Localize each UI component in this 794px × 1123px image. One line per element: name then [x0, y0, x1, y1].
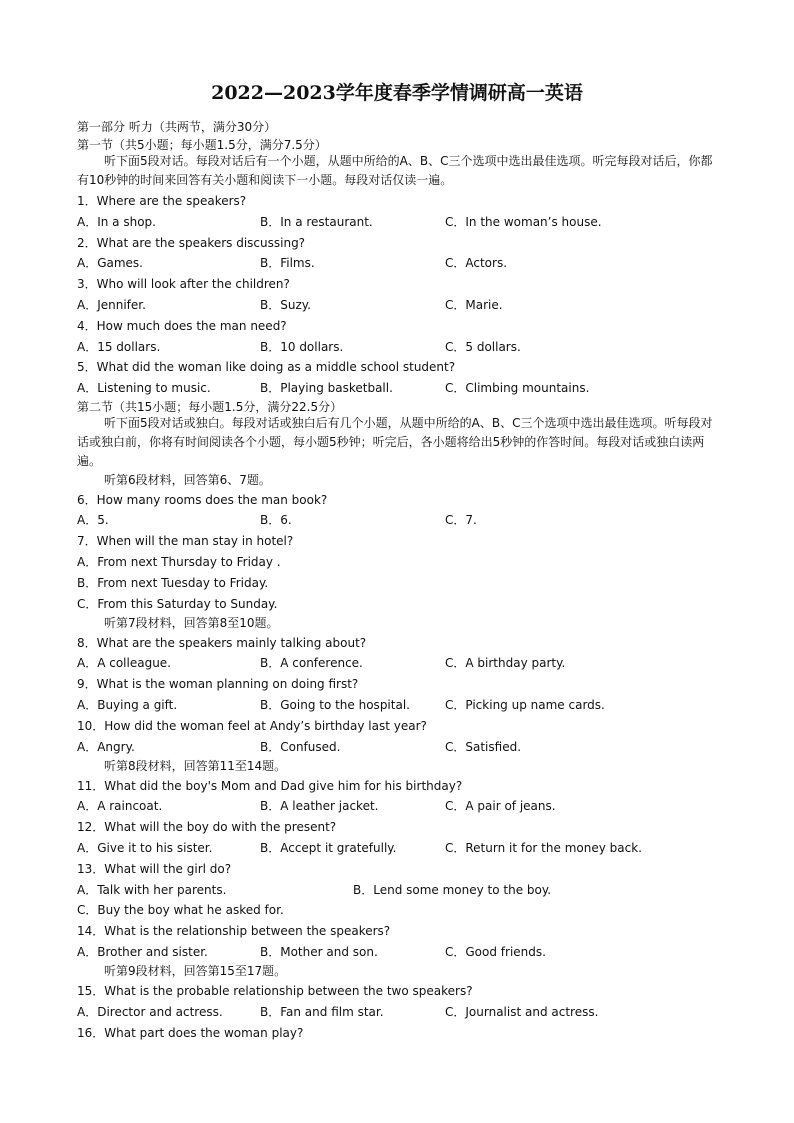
- q7-option-a: A．From next Thursday to Friday .: [77, 555, 281, 569]
- q9-option-c: C．Picking up name cards.: [445, 698, 605, 712]
- q12-option-b: B．Accept it gratefully.: [260, 841, 397, 855]
- section1-heading: 第一节（共5小题；每小题1.5分，满分7.5分）: [77, 138, 327, 152]
- question-10: 10．How did the woman feel at Andy’s birthday last year?: [77, 719, 427, 733]
- q5-option-b: B．Playing basketball.: [260, 381, 393, 395]
- page-title: 2022—2023学年度春季学情调研高一英语: [211, 82, 583, 104]
- q13-option-c: C．Buy the boy what he asked for.: [77, 903, 284, 917]
- material-6-instruction: 听第6段材料，回答第6、7题。: [104, 473, 271, 487]
- q4-option-a: A．15 dollars.: [77, 340, 161, 354]
- q4-option-b: B．10 dollars.: [260, 340, 344, 354]
- material-9-instruction: 听第9段材料，回答第15至17题。: [104, 964, 287, 978]
- q4-option-c: C．5 dollars.: [445, 340, 521, 354]
- q9-option-b: B．Going to the hospital.: [260, 698, 410, 712]
- question-5: 5．What did the woman like doing as a middle school student?: [77, 360, 456, 374]
- q14-option-a: A．Brother and sister.: [77, 945, 208, 959]
- q8-option-a: A．A colleague.: [77, 656, 171, 670]
- q3-option-a: A．Jennifer.: [77, 298, 146, 312]
- material-7-instruction: 听第7段材料，回答第8至10题。: [104, 616, 279, 630]
- part1-heading: 第一部分 听力（共两节，满分30分）: [77, 120, 277, 134]
- q7-option-c: C．From this Saturday to Sunday.: [77, 597, 278, 611]
- question-16: 16．What part does the woman play?: [77, 1026, 304, 1040]
- question-14: 14．What is the relationship between the speakers?: [77, 924, 391, 938]
- q14-option-b: B．Mother and son.: [260, 945, 378, 959]
- question-12: 12．What will the boy do with the present?: [77, 820, 337, 834]
- material-8-instruction: 听第8段材料，回答第11至14题。: [104, 759, 287, 773]
- q9-option-a: A．Buying a gift.: [77, 698, 178, 712]
- section2-heading: 第二节（共15小题；每小题1.5分，满分22.5分）: [77, 400, 343, 414]
- q1-option-c: C．In the woman’s house.: [445, 215, 602, 229]
- q15-option-c: C．Journalist and actress.: [445, 1005, 599, 1019]
- q12-option-c: C．Return it for the money back.: [445, 841, 642, 855]
- q1-option-b: B．In a restaurant.: [260, 215, 373, 229]
- q13-option-a: A．Talk with her parents.: [77, 883, 227, 897]
- q10-option-b: B．Confused.: [260, 740, 341, 754]
- question-2: 2．What are the speakers discussing?: [77, 236, 306, 250]
- q15-option-a: A．Director and actress.: [77, 1005, 223, 1019]
- q5-option-a: A．Listening to music.: [77, 381, 211, 395]
- question-3: 3．Who will look after the children?: [77, 277, 290, 291]
- question-4: 4．How much does the man need?: [77, 319, 287, 333]
- q6-option-a: A．5.: [77, 513, 109, 527]
- q13-option-b: B．Lend some money to the boy.: [353, 883, 552, 897]
- question-8: 8．What are the speakers mainly talking about?: [77, 636, 367, 650]
- question-6: 6．How many rooms does the man book?: [77, 493, 328, 507]
- q12-option-a: A．Give it to his sister.: [77, 841, 213, 855]
- q10-option-c: C．Satisfied.: [445, 740, 522, 754]
- q3-option-c: C．Marie.: [445, 298, 503, 312]
- q11-option-b: B．A leather jacket.: [260, 799, 379, 813]
- q1-option-a: A．In a shop.: [77, 215, 156, 229]
- section2-instructions: 听下面5段对话或独白。每段对话或独白后有几个小题，从题中所给的A、B、C三个选项中选出最佳选项。听每段对话或独白前，你将有时间阅读各个小题，每小题5秒钟；听完后，各小题将给出5秒钟的作答时间。每段对话或独白读两遍。: [77, 416, 713, 468]
- q2-option-c: C．Actors.: [445, 256, 508, 270]
- question-9: 9．What is the woman planning on doing first?: [77, 677, 359, 691]
- q11-option-a: A．A raincoat.: [77, 799, 163, 813]
- q6-option-c: C．7.: [445, 513, 477, 527]
- q8-option-c: C．A birthday party.: [445, 656, 566, 670]
- section1-instructions: 听下面5段对话。每段对话后有一个小题，从题中所给的A、B、C三个选项中选出最佳选项。听完每段对话后，你都有10秒钟的时间来回答有关小题和阅读下一小题。每段对话仅读一遍。: [77, 154, 713, 187]
- q3-option-b: B．Suzy.: [260, 298, 311, 312]
- q8-option-b: B．A conference.: [260, 656, 363, 670]
- q7-option-b: B．From next Tuesday to Friday.: [77, 576, 269, 590]
- question-15: 15．What is the probable relationship between the two speakers?: [77, 984, 473, 998]
- q15-option-b: B．Fan and film star.: [260, 1005, 384, 1019]
- q2-option-b: B．Films.: [260, 256, 315, 270]
- question-7: 7．When will the man stay in hotel?: [77, 534, 294, 548]
- q5-option-c: C．Climbing mountains.: [445, 381, 590, 395]
- q11-option-c: C．A pair of jeans.: [445, 799, 556, 813]
- question-1: 1．Where are the speakers?: [77, 194, 247, 208]
- q14-option-c: C．Good friends.: [445, 945, 546, 959]
- q2-option-a: A．Games.: [77, 256, 144, 270]
- q6-option-b: B．6.: [260, 513, 292, 527]
- question-11: 11．What did the boy's Mom and Dad give him for his birthday?: [77, 779, 463, 793]
- q10-option-a: A．Angry.: [77, 740, 135, 754]
- question-13: 13．What will the girl do?: [77, 862, 232, 876]
